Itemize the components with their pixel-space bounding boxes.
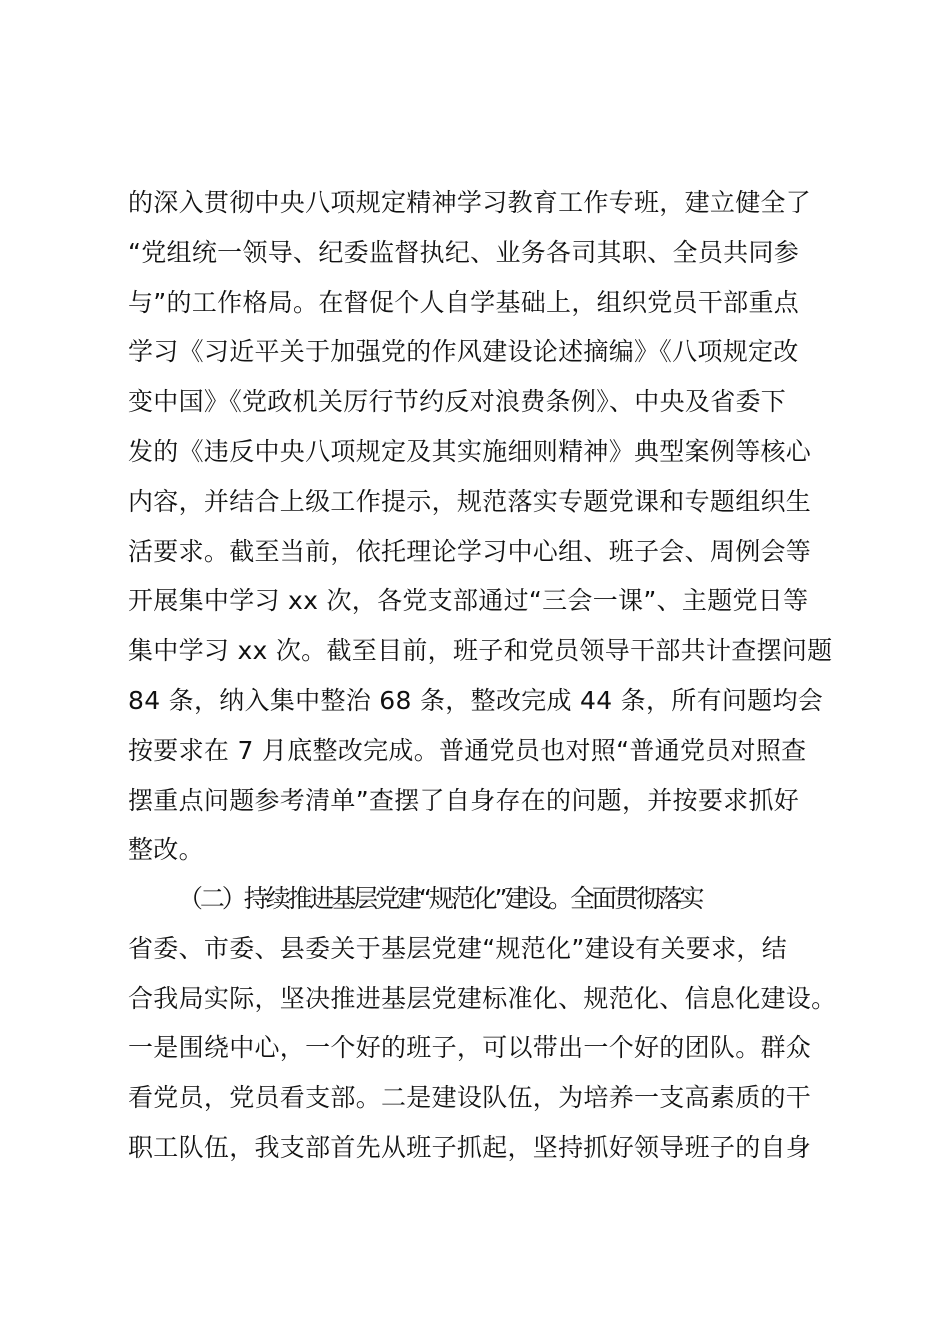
text-line: “党组统一领导、纪委监督执纪、业务各司其职、全员共同参 (128, 237, 800, 267)
section-heading-line: （二）持续推进基层党建“规范化”建设。全面贯彻落实 (178, 884, 702, 913)
text-line: 职工队伍，我支部首先从班子抓起，坚持抓好领导班子的自身 (128, 1132, 812, 1162)
text-line: 按要求在 7 月底整改完成。普通党员也对照“普通党员对照查 (128, 735, 807, 765)
text-line: 开展集中学习 xx 次，各党支部通过“三会一课”、主题党日等 (128, 586, 809, 616)
text-line: 变中国》《党政机关厉行节约反对浪费条例》、中央及省委下 (128, 387, 787, 417)
text-line: 学习《习近平关于加强党的作风建设论述摘编》《八项规定改 (128, 337, 799, 367)
text-line: 内容，并结合上级工作提示，规范落实专题党课和专题组织生 (128, 486, 812, 516)
text-line: 摆重点问题参考清单”查摆了自身存在的问题，并按要求抓好 (128, 785, 800, 815)
text-line: 的深入贯彻中央八项规定精神学习教育工作专班，建立健全了 (128, 188, 812, 217)
text-line: 活要求。截至当前，依托理论学习中心组、班子会、周例会等 (128, 536, 812, 566)
text-line: 省委、市委、县委关于基层党建“规范化”建设有关要求，结 (128, 933, 788, 963)
paragraph-grassroots-party-building (128, 874, 848, 1173)
text-line: 84 条，纳入集中整治 68 条，整改完成 44 条，所有问题均会 (128, 685, 824, 715)
text-line: 整改。 (128, 835, 204, 865)
text-line: 一是围绕中心，一个好的班子，可以带出一个好的团队。群众 (128, 1033, 812, 1063)
text-line: 看党员，党员看支部。二是建设队伍，为培养一支高素质的干 (128, 1083, 812, 1113)
text-line: 集中学习 xx 次。截至目前，班子和党员领导干部共计查摆问题 (128, 636, 833, 666)
text-line: 与”的工作格局。在督促个人自学基础上，组织党员干部重点 (128, 287, 800, 317)
text-line: 合我局实际，坚决推进基层党建标准化、规范化、信息化建设。 (128, 983, 837, 1013)
text-line: 发的《违反中央八项规定及其实施细则精神》典型案例等核心 (128, 436, 812, 466)
paragraph-party-study-work (128, 178, 848, 875)
